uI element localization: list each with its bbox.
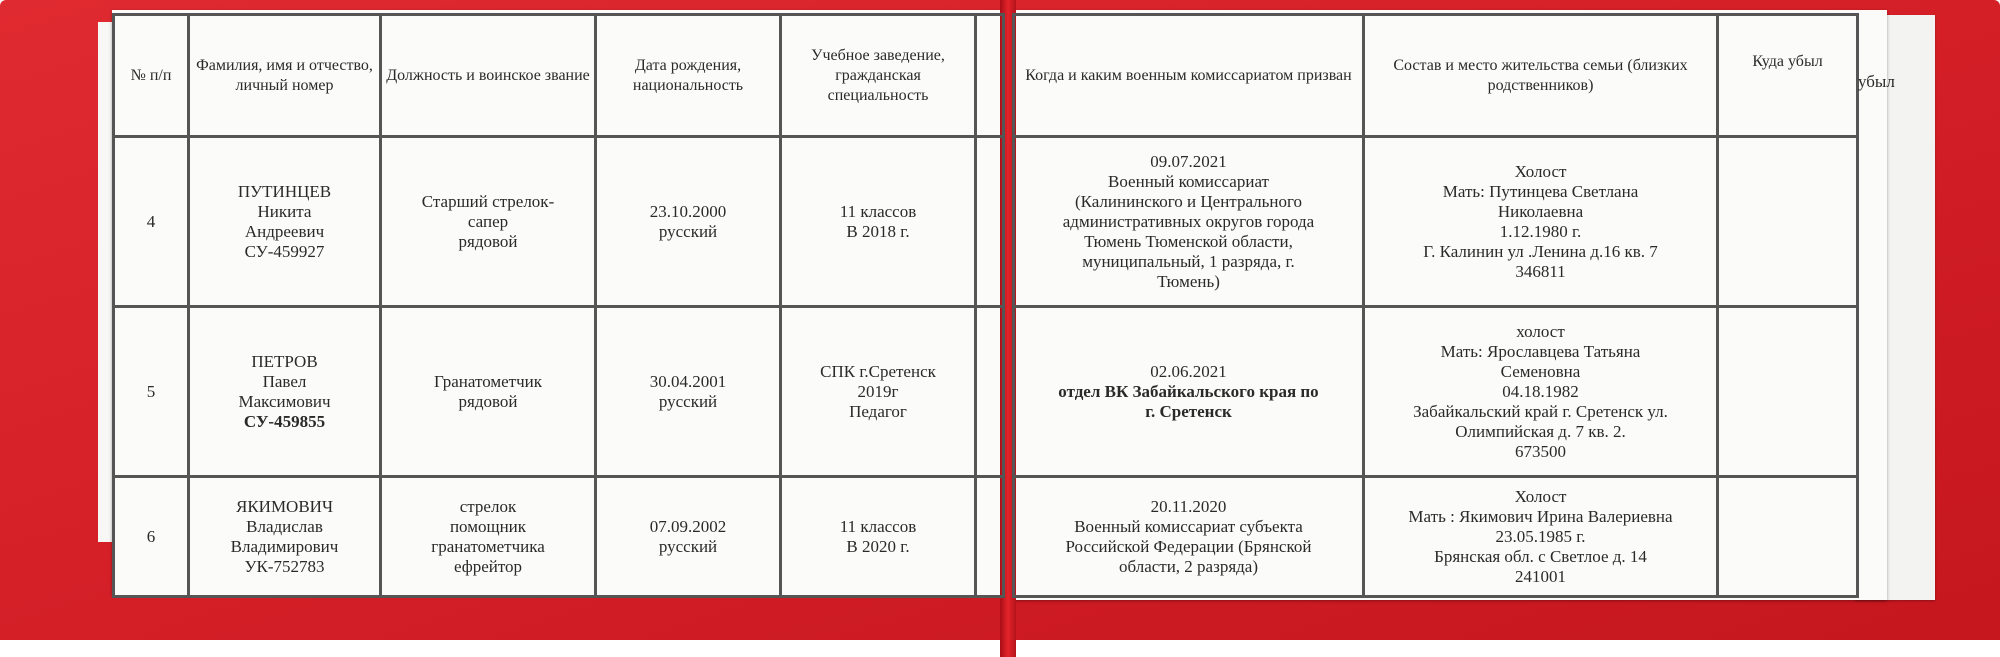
- table-row: [1014, 477, 1858, 597]
- family-info: холост Мать: Ярославцева Татьяна Семеновна 04.18.1982 Забайкальский край г. Сретенск ул. Олимпийская д. 7 кв. 2. 673500: [1364, 307, 1718, 477]
- table-row: [114, 307, 1004, 477]
- header-blank: [976, 15, 1004, 137]
- conscription-info: 09.07.2021 Военный комиссариат (Калининского и Центрального административных округов города Тюмень Тюменской области, муниципальный, 1 разряда, г. Тюмень): [1014, 137, 1364, 307]
- person-name: ПЕТРОВ Павел Максимович СУ-459855: [189, 307, 381, 477]
- person-position: стрелок помощник гранатометчика ефрейтор: [381, 477, 596, 597]
- header-family: Состав и место жительства семьи (близких родственников): [1364, 15, 1718, 137]
- table-row: [114, 137, 1004, 307]
- header-departed: Куда убыл: [1718, 15, 1858, 137]
- header-birth: Дата рождения, национальность: [596, 15, 781, 137]
- header-num: № п/п: [114, 15, 189, 137]
- family-info: Холост Мать: Путинцева Светлана Николаевна 1.12.1980 г. Г. Калинин ул .Ленина д.16 кв. 7 346811: [1364, 137, 1718, 307]
- person-position: Гранатометчик рядовой: [381, 307, 596, 477]
- person-position: Старший стрелок- сапер рядовой: [381, 137, 596, 307]
- blank-cell: [976, 137, 1004, 307]
- conscription-info: 02.06.2021 отдел ВК Забайкальского края по г. Сретенск: [1014, 307, 1364, 477]
- left-register-table: [112, 13, 1005, 598]
- header-position: Должность и воинское звание: [381, 15, 596, 137]
- departed-cell: [1718, 137, 1858, 307]
- person-birth: 07.09.2002 русский: [596, 477, 781, 597]
- header-departed-partial: убыл: [1858, 72, 1895, 91]
- row-num: 6: [114, 477, 189, 597]
- header-education: Учебное заведение, гражданская специальность: [781, 15, 976, 137]
- conscription-info: 20.11.2020 Военный комиссариат субъекта Российской Федерации (Брянской области, 2 разряда): [1014, 477, 1364, 597]
- person-name: ПУТИНЦЕВ Никита Андреевич СУ-459927: [189, 137, 381, 307]
- family-info: Холост Мать : Якимович Ирина Валериевна 23.05.1985 г. Брянская обл. с Светлое д. 14 241001: [1364, 477, 1718, 597]
- departed-cell: [1718, 307, 1858, 477]
- header-name: Фамилия, имя и отчество, личный номер: [189, 15, 381, 137]
- table-row: [1014, 137, 1858, 307]
- row-num: 4: [114, 137, 189, 307]
- person-education: 11 классов В 2020 г.: [781, 477, 976, 597]
- person-education: 11 классов В 2018 г.: [781, 137, 976, 307]
- table-row: [1014, 307, 1858, 477]
- blank-cell: [976, 307, 1004, 477]
- table-row: [114, 477, 1004, 597]
- person-education: СПК г.Сретенск 2019г Педагог: [781, 307, 976, 477]
- person-name: ЯКИМОВИЧ Владислав Владимирович УК-752783: [189, 477, 381, 597]
- header-row: [1014, 15, 1858, 137]
- header-conscription: Когда и каким военным комиссариатом призван: [1014, 15, 1364, 137]
- departed-cell: [1718, 477, 1858, 597]
- right-register-table: [1012, 13, 1859, 598]
- person-birth: 30.04.2001 русский: [596, 307, 781, 477]
- row-num: 5: [114, 307, 189, 477]
- person-birth: 23.10.2000 русский: [596, 137, 781, 307]
- header-row: [114, 15, 1004, 137]
- blank-cell: [976, 477, 1004, 597]
